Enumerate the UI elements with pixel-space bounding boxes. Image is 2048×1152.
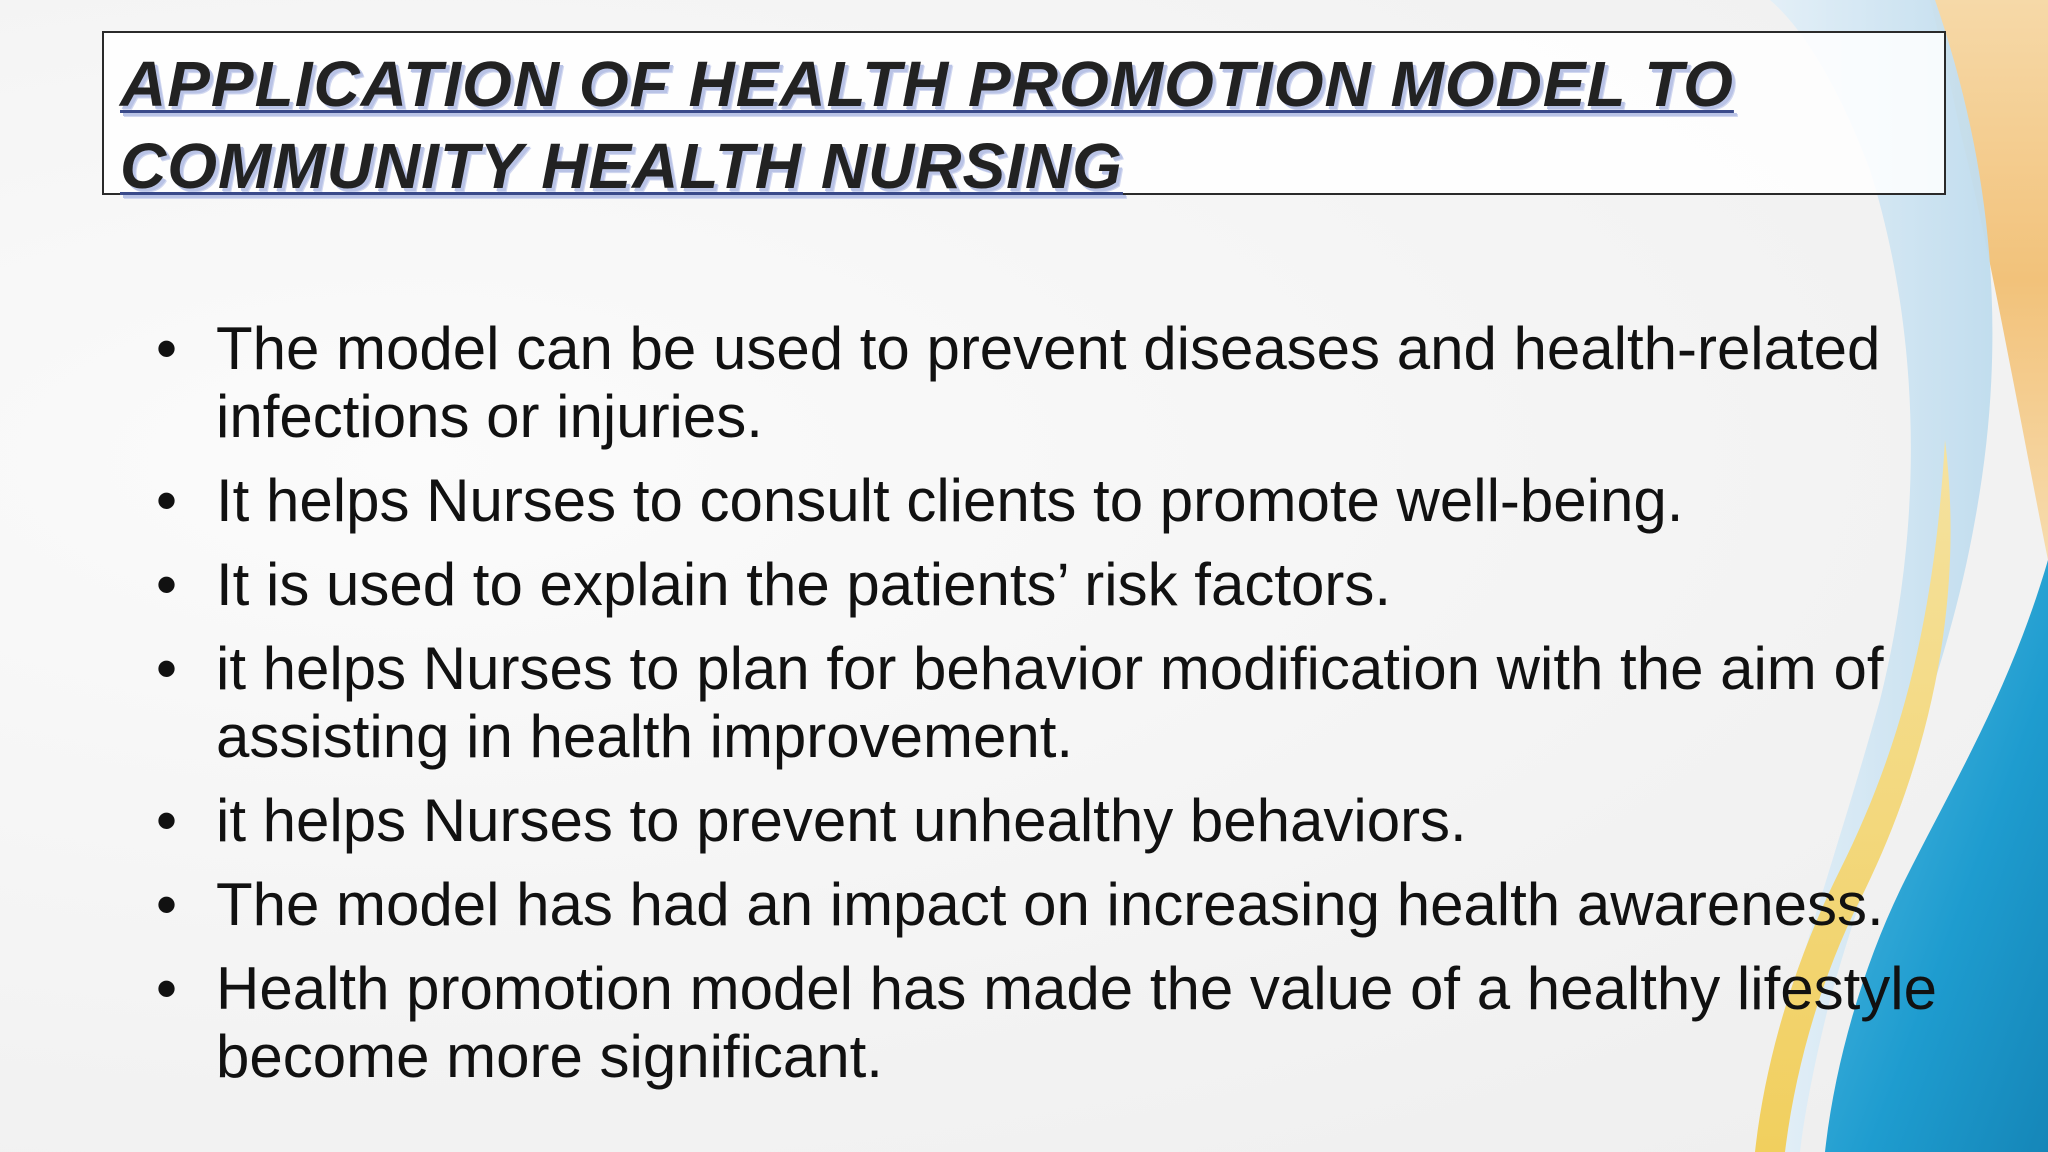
- bullet-item: • it helps Nurses to plan for behavior modification with the aim of assisting in health improvement.: [150, 635, 2010, 771]
- slide-title-line-1: APPLICATION OF HEALTH PROMOTION MODEL TO: [120, 48, 1734, 120]
- bullet-item: • It is used to explain the patients’ risk factors.: [150, 551, 2010, 619]
- title-box: [102, 31, 1946, 202]
- bullet-item: • Health promotion model has made the value of a healthy lifestyle become more significant.: [150, 955, 2010, 1091]
- bullet-item: • The model can be used to prevent diseases and health-related infections or injuries.: [150, 315, 2010, 451]
- bullet-item: • it helps Nurses to prevent unhealthy behaviors.: [150, 787, 2010, 855]
- bullet-item: • The model has had an impact on increasing health awareness.: [150, 871, 2010, 939]
- slide-title-line-2: COMMUNITY HEALTH NURSING: [120, 130, 1123, 202]
- bullet-list: [150, 315, 2010, 1107]
- bullet-item: • It helps Nurses to consult clients to promote well-being.: [150, 467, 2010, 535]
